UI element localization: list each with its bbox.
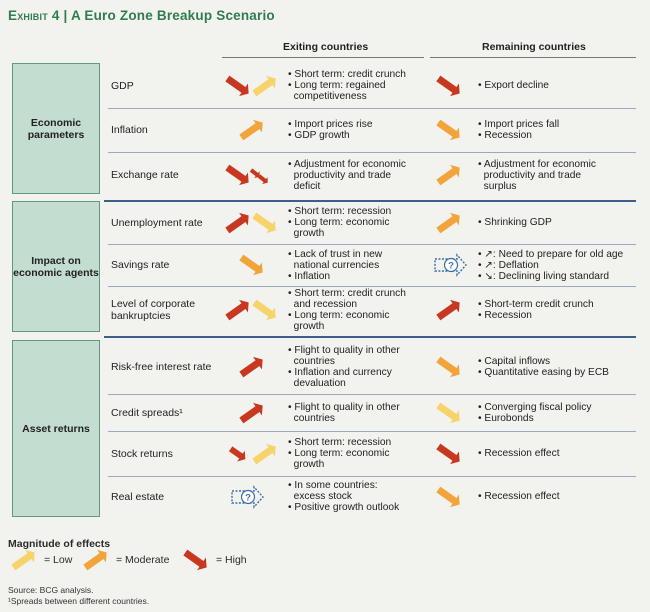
- effect-line: surplus: [478, 180, 517, 192]
- effect-line: • Short-term credit crunch: [478, 299, 594, 310]
- effect-line: countries: [288, 412, 335, 424]
- column-header-underline: [430, 57, 636, 58]
- parameter-label: Savings rate: [111, 259, 170, 271]
- low-increase-arrow-icon: [4, 545, 44, 575]
- parameter-label: Stock returns: [111, 447, 173, 460]
- table-row: [0, 476, 650, 517]
- parameter-label: GDP: [111, 79, 134, 92]
- effect-line: • GDP growth: [288, 130, 350, 141]
- remaining-effects: [478, 201, 552, 244]
- effect-line: deficit: [288, 180, 321, 192]
- moderate-decrease-arrow-icon: [429, 115, 469, 145]
- arrow-shape: [9, 546, 39, 574]
- effect-line: • Eurobonds: [478, 412, 534, 424]
- title-separator: |: [59, 8, 71, 23]
- table-row: [0, 244, 650, 286]
- effect-line: • Inflation: [288, 270, 331, 282]
- effect-line: productivity and trade: [288, 169, 392, 181]
- effect-line: • Recession effect: [478, 491, 560, 502]
- high-decrease-arrow-icon: [429, 439, 469, 469]
- question-mark: ?: [245, 492, 251, 503]
- table-row: [0, 431, 650, 476]
- remaining-effects: [478, 431, 560, 476]
- column-header-underline: [222, 57, 424, 58]
- effect-line: • Positive growth outlook: [288, 502, 400, 513]
- low-decrease-arrow-icon: [429, 398, 469, 428]
- arrow-shape: [434, 116, 464, 144]
- parameter-label: Risk-free interest rate: [111, 361, 212, 373]
- remaining-effects: [478, 152, 596, 198]
- parameter-label: Inflation: [111, 124, 148, 136]
- effect-line: and recession: [288, 299, 358, 310]
- section-impact-economic-agents: Impact on economic agents: [12, 201, 100, 332]
- effect-line: • Capital inflows: [478, 356, 551, 367]
- table-row: [0, 63, 650, 108]
- moderate-increase-arrow-icon: [76, 545, 116, 575]
- effect-line: • Short term: recession: [288, 206, 392, 217]
- legend-label: = Moderate: [116, 554, 170, 566]
- remaining-arrows: [0, 63, 650, 108]
- column-header-remaining: Remaining countries: [482, 41, 586, 53]
- effect-line: • Short term: recession: [288, 437, 392, 448]
- remaining-effects: [478, 286, 594, 334]
- remaining-effects: [478, 244, 623, 286]
- effect-line: • Flight to quality in other: [288, 401, 400, 413]
- arrow-shape: [434, 209, 464, 237]
- remaining-effects: [478, 476, 560, 517]
- effect-line: • Converging fiscal policy: [478, 401, 592, 413]
- moderate-increase-arrow-icon: [429, 160, 469, 190]
- arrow-shape: [81, 546, 111, 574]
- question-mark: ?: [448, 260, 454, 272]
- moderate-increase-arrow-icon: [429, 208, 469, 238]
- effect-line: growth: [288, 228, 325, 239]
- arrow-shape: [434, 161, 464, 189]
- effect-line: • Import prices rise: [288, 119, 373, 130]
- arrow-shape: [181, 546, 211, 574]
- arrow-shape: [434, 296, 464, 324]
- effect-line: • Long term: economic: [288, 310, 390, 321]
- effect-line: • Shrinking GDP: [478, 217, 552, 228]
- effect-line: national currencies: [288, 259, 380, 271]
- exhibit-title: [8, 8, 275, 23]
- effect-line: • Export decline: [478, 80, 549, 91]
- table-row: [0, 394, 650, 431]
- effect-line: • ↘: Declining living standard: [478, 270, 610, 282]
- effect-line: growth: [288, 321, 325, 332]
- effect-line: excess stock: [288, 491, 352, 502]
- footnote: ¹Spreads between different countries.: [8, 596, 150, 606]
- effect-line: • ↗: Need to prepare for old age: [478, 248, 624, 260]
- uncertain-effect-icon: [433, 250, 477, 280]
- remaining-effects: [478, 340, 609, 394]
- effect-line: growth: [288, 459, 325, 470]
- effect-line: • Long term: economic: [288, 217, 390, 228]
- effect-line: • Recession effect: [478, 448, 560, 459]
- parameter-label: Unemployment rate: [111, 216, 203, 229]
- effect-line: • Adjustment for economic: [478, 158, 596, 170]
- effect-line: • Import prices fall: [478, 119, 560, 130]
- effect-line: devaluation: [288, 378, 346, 389]
- exhibit-number: Exhibit 4: [8, 8, 60, 23]
- table-row: [0, 340, 650, 394]
- remaining-effects: [478, 108, 559, 152]
- effect-line: • ↗: Deflation: [478, 259, 539, 271]
- arrow-shape: [434, 72, 464, 100]
- remaining-arrows: [0, 201, 650, 244]
- section-economic-parameters: Economic parameters: [12, 63, 100, 194]
- effect-line: • Adjustment for economic: [288, 158, 406, 170]
- table-row: [0, 201, 650, 244]
- effect-line: • Recession: [478, 310, 532, 321]
- remaining-effects: [478, 394, 591, 431]
- arrow-shape: [434, 440, 464, 468]
- effect-line: • Long term: economic: [288, 448, 390, 459]
- parameter-label: Credit spreads¹: [111, 406, 183, 419]
- effect-line: • Recession: [478, 130, 532, 141]
- source-note: Source: BCG analysis.: [8, 585, 94, 595]
- table-row: [0, 108, 650, 152]
- effect-line: • Inflation and currency: [288, 367, 392, 378]
- arrow-shape: [434, 353, 464, 381]
- legend-title: Magnitude of effects: [8, 538, 111, 550]
- high-decrease-arrow-icon: [429, 71, 469, 101]
- high-increase-arrow-icon: [429, 295, 469, 325]
- parameter-label: Exchange rate: [111, 169, 179, 181]
- effect-line: competitiveness: [288, 91, 367, 102]
- effect-line: • Quantitative easing by ECB: [478, 367, 609, 378]
- effect-line: • Flight to quality in other: [288, 345, 400, 356]
- table-row: [0, 286, 650, 334]
- table-row: [0, 152, 650, 198]
- parameter-label: Real estate: [111, 490, 165, 503]
- high-decrease-arrow-icon: [176, 545, 216, 575]
- moderate-decrease-arrow-icon: [429, 482, 469, 512]
- arrow-shape: [434, 399, 464, 427]
- effect-line: • Long term: regained: [288, 80, 386, 91]
- column-header-exiting: Exiting countries: [283, 41, 369, 53]
- section-divider: [104, 336, 636, 338]
- effect-line: • Lack of trust in new: [288, 248, 383, 260]
- effect-line: • In some countries:: [288, 480, 378, 491]
- section-asset-returns: Asset returns: [12, 340, 100, 517]
- moderate-decrease-arrow-icon: [429, 352, 469, 382]
- effect-line: countries: [288, 356, 335, 367]
- legend-label: = Low: [44, 554, 73, 566]
- effect-line: • Short term: credit crunch: [288, 288, 406, 299]
- arrow-shape: [434, 483, 464, 511]
- remaining-effects: [478, 63, 549, 108]
- effect-line: • Short term: credit crunch: [288, 69, 406, 80]
- parameter-label: Level of corporate bankruptcies: [111, 298, 196, 322]
- exhibit-title-text: A Euro Zone Breakup Scenario: [70, 8, 275, 23]
- legend-label: = High: [216, 554, 247, 566]
- effect-line: productivity and trade: [478, 169, 582, 181]
